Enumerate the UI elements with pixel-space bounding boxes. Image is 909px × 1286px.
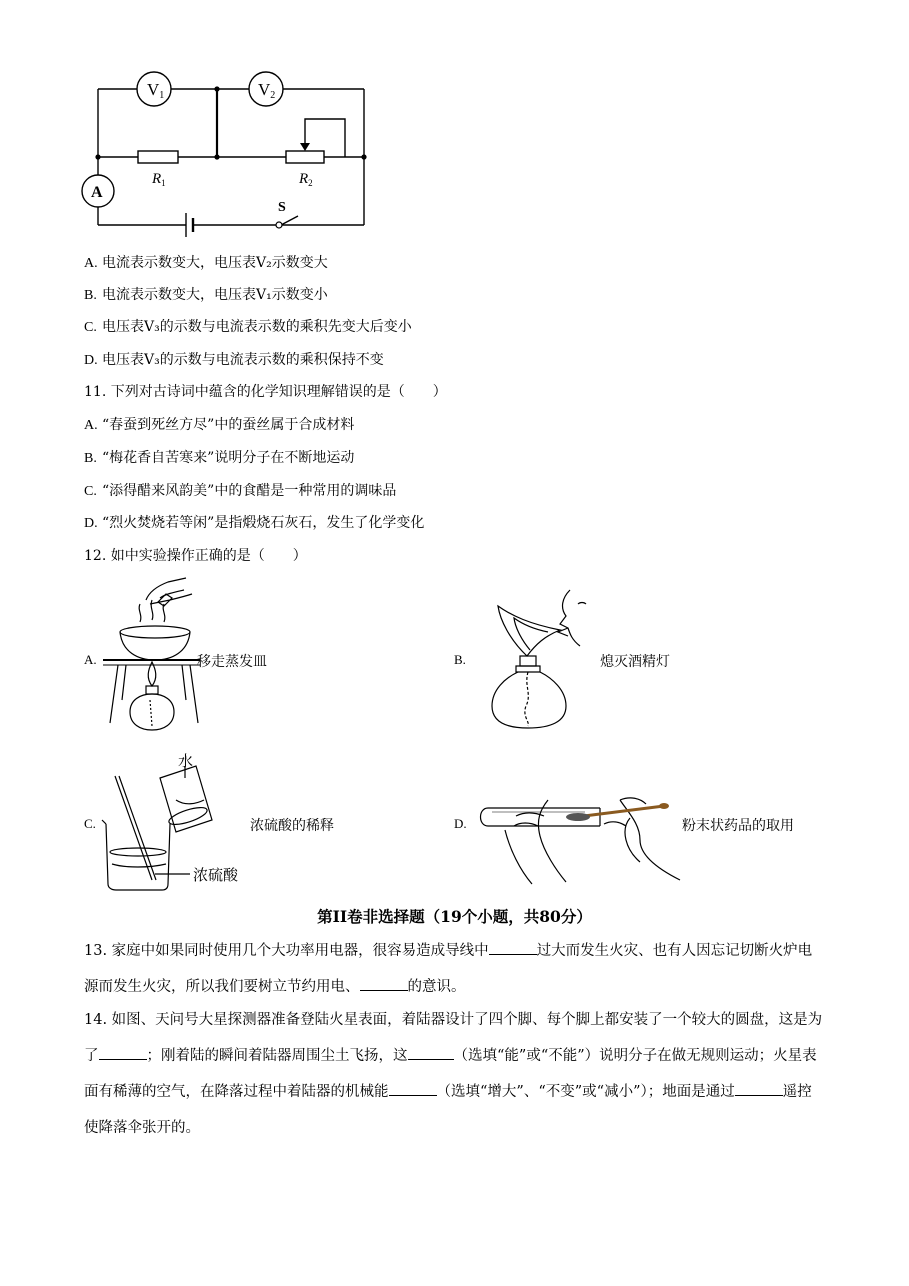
r2-label: R — [299, 171, 309, 187]
fig-b-caption: 熄灭酒精灯 — [600, 653, 670, 669]
q11-option-d: D. “烈火焚烧若等闲”是指煅烧石灰石，发生了化学变化 — [84, 515, 425, 531]
q14-text: 14. 如图、天问号大星探测器准备登陆火星表面，着陆器设计了四个脚、每个脚上都安装了一个较大的圆盘，这是为了 ；刚着陆的瞬间着陆器周围尘土飞扬，这 （选填“能”或“不能”）说明分子在做无规则运动；火星表面有稀薄的空气，在降落过程中着陆器的机械能 （选填“增大”、“不变”或“减小”）；地面是通过 遥控使降落伞张开的。 — [84, 1012, 823, 1136]
v2-label: V — [258, 80, 271, 99]
fig-d-caption: 粉末状药品的取用 — [682, 817, 794, 833]
q13-text: 13. 家庭中如果同时使用几个大功率用电器，很容易造成导线中 过大而发生火灾、也有人因忘记切断火炉电源而发生火灾，所以我们要树立节约用电、 的意识。 — [84, 933, 824, 1005]
q11-stem: 11. 下列对古诗词中蕴含的化学知识理解错误的是（ ） — [84, 384, 447, 400]
q10-option-a: A. 电流表示数变大，电压表V₂示数变大 — [84, 255, 328, 271]
q13-blank-2[interactable] — [360, 976, 408, 991]
resistor-r1 — [138, 151, 178, 163]
section-title: 第II卷非选择题（19个小题，共80分） — [317, 907, 592, 926]
q11-option-c: C. “添得醋来风韵美”中的食醋是一种常用的调味品 — [84, 483, 397, 499]
r1-label: R — [152, 171, 162, 187]
q11-option-a: A. “春蚕到死丝方尽”中的蚕丝属于合成材料 — [84, 417, 355, 433]
v2-sub: 2 — [270, 90, 276, 101]
q12-stem: 12. 如中实验操作正确的是（ ） — [84, 548, 307, 564]
rheostat-r2 — [286, 151, 324, 163]
q14-blank-2[interactable] — [408, 1045, 454, 1060]
circuit-diagram — [0, 0, 909, 240]
r2-sub: 2 — [308, 178, 313, 188]
switch-label: S — [278, 200, 286, 215]
fig-c-caption: 浓硫酸的稀释 — [250, 817, 334, 833]
r1-sub: 1 — [161, 178, 166, 188]
q14-blank-1[interactable] — [99, 1045, 147, 1060]
q11-option-b: B. “梅花香自苦寒来”说明分子在不断地运动 — [84, 450, 355, 466]
svg-text:R2 — [298, 171, 313, 188]
ammeter-label: A — [91, 184, 103, 201]
svg-text:R1 — [151, 171, 166, 188]
v1-sub: 1 — [159, 90, 165, 101]
q14-blank-4[interactable] — [735, 1081, 783, 1096]
fig-b-letter: B. — [454, 652, 466, 667]
fig-a-letter: A. — [84, 652, 97, 667]
q10-option-d: D. 电压表V₃的示数与电流表示数的乘积保持不变 — [84, 352, 384, 368]
fig-a-caption: 移走蒸发皿 — [197, 653, 267, 669]
fig-c-water-label: 水 — [178, 753, 194, 770]
fig-d-letter: D. — [454, 816, 467, 831]
q14-blank-3[interactable] — [389, 1081, 437, 1096]
fig-c-letter: C. — [84, 816, 96, 831]
q10-option-b: B. 电流表示数变大，电压表V₁示数变小 — [84, 287, 328, 303]
v1-label: V — [147, 80, 160, 99]
q13-blank-1[interactable] — [489, 940, 537, 955]
q10-option-c: C. 电压表V₃的示数与电流表示数的乘积先变大后变小 — [84, 319, 412, 335]
fig-c-acid-label: 浓硫酸 — [193, 867, 239, 884]
